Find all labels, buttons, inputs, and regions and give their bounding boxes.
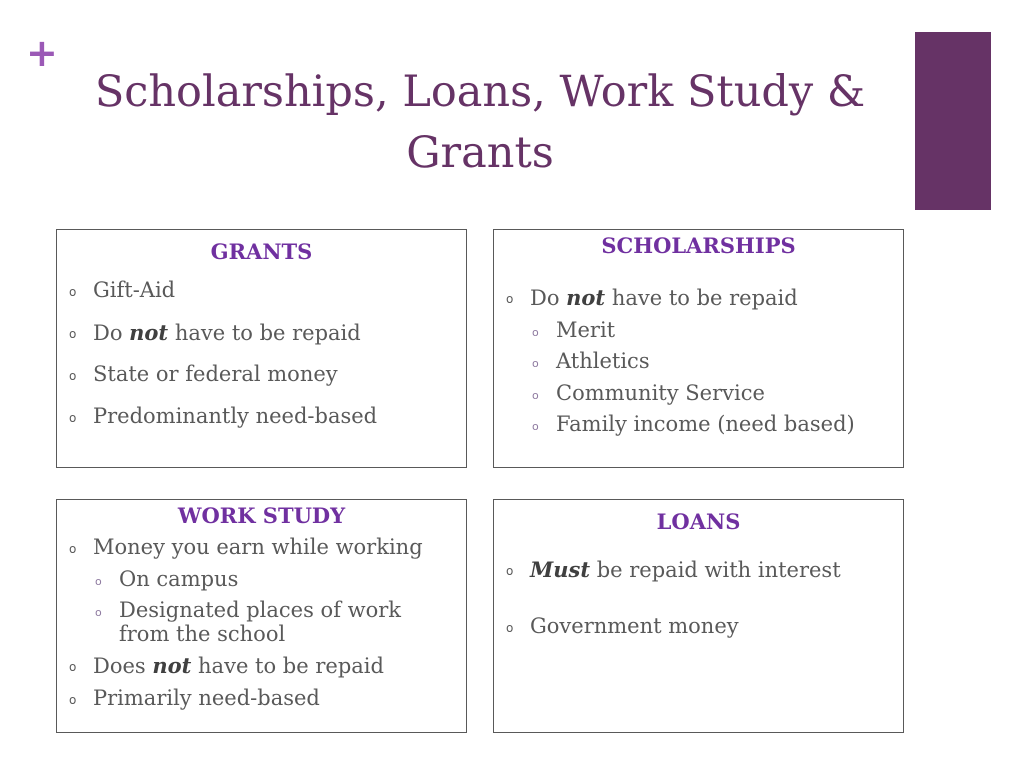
bullet-icon: o (69, 369, 77, 384)
list-item: o Gift-Aid (69, 278, 176, 302)
list-item: o Must be repaid with interest (506, 557, 841, 582)
list-item: o Government money (506, 613, 739, 638)
bullet-icon: o (69, 660, 77, 675)
list-item: o Community Service (532, 380, 765, 405)
bullet-icon: o (506, 620, 514, 635)
accent-bar (915, 32, 991, 210)
bullet-icon: o (506, 292, 514, 306)
plus-icon: + (26, 31, 58, 75)
bullet-icon: o (506, 564, 514, 578)
list-item: o Family income (need based) (532, 412, 855, 437)
bullet-icon: o (95, 606, 102, 620)
loans-heading: LOANS (656, 509, 741, 534)
bullet-icon: o (532, 325, 539, 339)
list-item: o Designated places of work from the school (95, 598, 402, 646)
list-item: o Merit (532, 317, 616, 342)
grants-heading: GRANTS (210, 239, 313, 264)
slide-title: Scholarships, Loans, Work Study & Grants (94, 67, 866, 178)
bullet-icon: o (95, 574, 102, 588)
grants-box (56, 229, 467, 468)
bullet-icon: o (532, 420, 539, 434)
list-item: o Do not have to be repaid (506, 285, 798, 310)
list-item: o Primarily need-based (69, 685, 320, 710)
list-item: o Do not have to be repaid (69, 319, 361, 345)
list-item: o Athletics (532, 349, 650, 374)
bullet-icon: o (69, 542, 77, 556)
list-item: o Money you earn while working (69, 535, 423, 559)
work-study-box (56, 499, 467, 733)
bullet-icon: o (532, 357, 539, 371)
list-item: o State or federal money (69, 362, 338, 387)
bullet-icon: o (69, 326, 77, 341)
scholarships-heading: SCHOLARSHIPS (601, 233, 796, 258)
list-item: o On campus (95, 566, 239, 591)
bullet-icon: o (69, 410, 77, 425)
bullet-icon: o (532, 388, 539, 402)
loans-box (493, 499, 904, 733)
bullet-icon: o (69, 285, 77, 299)
list-item: o Predominantly need-based (69, 403, 378, 428)
work-study-heading: WORK STUDY (177, 503, 346, 528)
scholarships-box (493, 229, 904, 468)
list-item: o Does not have to be repaid (69, 653, 384, 679)
bullet-icon: o (69, 692, 77, 707)
